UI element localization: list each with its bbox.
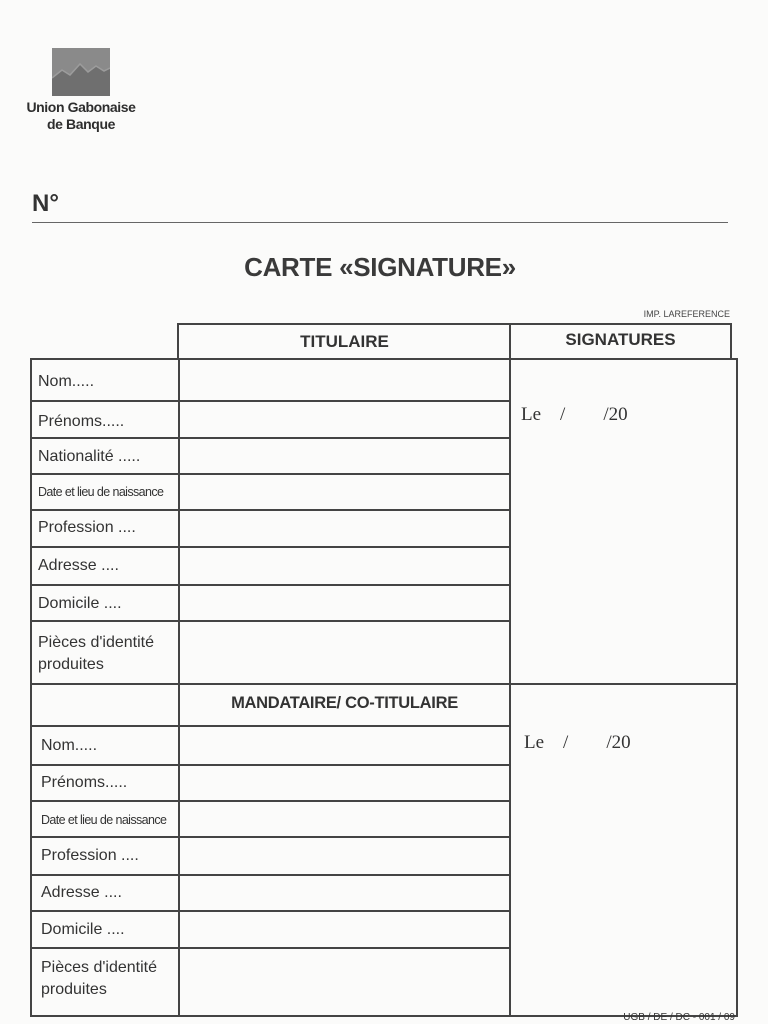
header-titulaire: TITULAIRE <box>300 332 389 351</box>
field-label-profession: Profession .... <box>41 847 139 864</box>
row-line <box>30 620 510 622</box>
bank-logo <box>52 48 110 96</box>
field-label-naissance: Date et lieu de naissance <box>41 813 167 827</box>
row-line <box>30 874 510 876</box>
field-label-nom: Nom..... <box>38 373 95 390</box>
field-label-domicile: Domicile .... <box>38 595 122 612</box>
number-field-line[interactable] <box>32 222 728 223</box>
row-line <box>30 584 510 586</box>
field-label-adresse: Adresse .... <box>41 884 122 901</box>
header-mandataire: MANDATAIRE/ CO-TITULAIRE <box>231 694 458 712</box>
row-line <box>30 509 510 511</box>
field-label-prenoms: Prénoms..... <box>38 413 125 430</box>
row-line <box>30 546 510 548</box>
number-label: N° <box>32 190 59 217</box>
field-label-prenoms: Prénoms..... <box>41 774 128 791</box>
row-line <box>30 725 510 727</box>
row-line <box>30 400 510 402</box>
field-label-nationalite: Nationalité ..... <box>38 448 141 465</box>
column-divider-signatures <box>509 323 511 1017</box>
field-label-naissance: Date et lieu de naissance <box>38 485 164 499</box>
mountain-logo-icon <box>52 48 110 96</box>
bank-name-line1: Union Gabonaise <box>26 99 136 115</box>
form-reference: UGB / DE / DC - 001 / 09 <box>623 1012 735 1023</box>
field-label-domicile: Domicile .... <box>41 921 125 938</box>
field-label-pieces: Pièces d'identité produites <box>38 634 155 673</box>
field-label-profession: Profession .... <box>38 519 136 536</box>
signature-date-titulaire[interactable]: Le / /20 <box>521 404 628 425</box>
page-title: CARTE «SIGNATURE» <box>244 252 516 282</box>
field-label-pieces: Pièces d'identité produites <box>41 959 158 998</box>
imprint-note: IMP. LAREFERENCE <box>643 309 730 319</box>
row-line <box>30 800 510 802</box>
signature-date-mandataire[interactable]: Le / /20 <box>524 732 631 753</box>
column-divider-labels <box>178 358 180 1017</box>
field-label-adresse: Adresse .... <box>38 557 119 574</box>
bank-name <box>22 99 140 133</box>
row-line <box>30 910 510 912</box>
row-line <box>30 473 510 475</box>
row-line <box>30 836 510 838</box>
header-signatures: SIGNATURES <box>565 330 676 349</box>
row-line <box>30 947 510 949</box>
bank-name-line2: de Banque <box>47 116 115 132</box>
section-divider <box>30 683 738 685</box>
row-line <box>30 764 510 766</box>
row-line <box>30 437 510 439</box>
field-label-nom: Nom..... <box>41 737 98 754</box>
